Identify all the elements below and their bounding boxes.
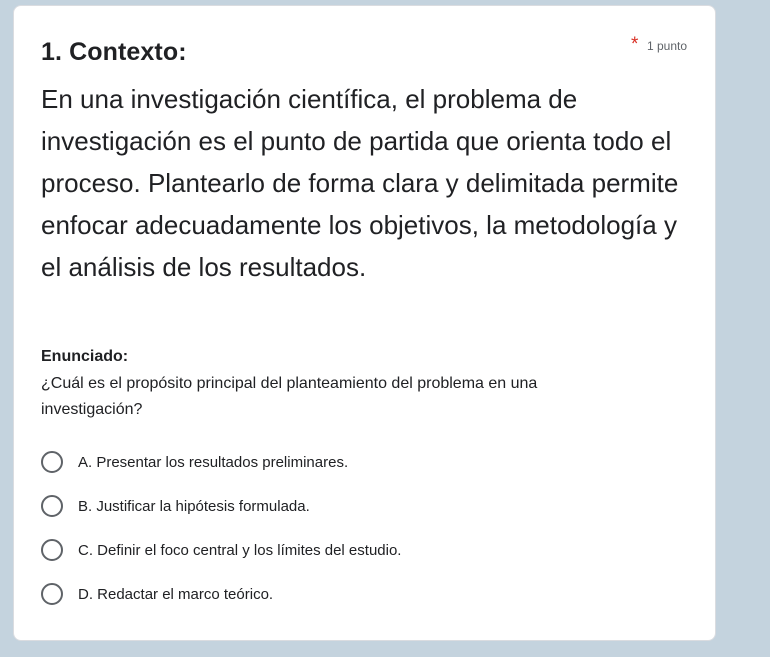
enunciado-label: Enunciado: [41,348,129,365]
option-a[interactable] [41,440,401,484]
question-title: 1. Contexto: [41,38,187,66]
option-b[interactable] [41,484,401,528]
context-text: En una investigación científica, el problema de investigación es el punto de partida que orienta todo el proceso. Plantearlo de forma clara y delimitada permite enfocar adecuadamente los objetivos, la metodología y el análisis de los resultados. [41,84,679,282]
enunciado-text: ¿Cuál es el propósito principal del planteamiento del problema en una investigación? [41,375,538,418]
option-label: C. Definir el foco central y los límites del estudio. [78,541,402,559]
option-label: B. Justificar la hipótesis formulada. [78,497,310,515]
option-d[interactable] [41,572,401,616]
question-card [13,5,716,641]
radio-button-icon[interactable] [41,539,63,561]
option-label: D. Redactar el marco teórico. [78,585,274,603]
radio-button-icon[interactable] [41,451,63,473]
radio-button-icon[interactable] [41,495,63,517]
radio-button-icon[interactable] [41,583,63,605]
required-marker: * [631,34,639,55]
radio-options [41,440,401,616]
points-label: 1 punto [647,39,688,53]
option-c[interactable] [41,528,401,572]
option-label: A. Presentar los resultados preliminares. [78,453,349,471]
